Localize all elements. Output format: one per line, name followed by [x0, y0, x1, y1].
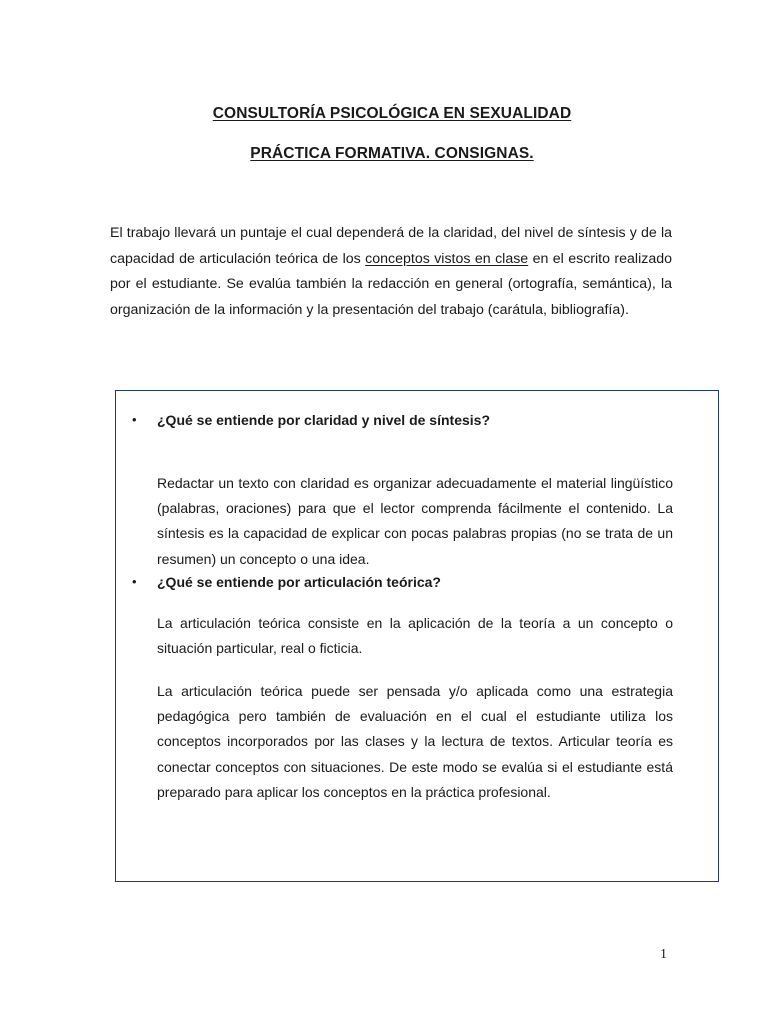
intro-text-start: El trabajo llevará un puntaje el cual dependerá de la claridad, del nivel de síntesis y de la capacidad de articulación teórica de los — [110, 225, 672, 267]
answer-paragraph: La articulación teórica consiste en la aplicación de la teoría a un concepto o situación particular, real o ficticia. — [157, 615, 673, 657]
document-title: CONSULTORÍA PSICOLÓGICA EN SEXUALIDAD — [212, 105, 572, 122]
answer-paragraph: La articulación teórica puede ser pensada y/o aplicada como una estrategia pedagógica pero también de evaluación en el cual el estudiante utiliza los conceptos incorporados por las clases y la lectura de textos. Articular teoría es conectar conceptos con situaciones. De este modo se evalúa si el estudiante está preparado para aplicar los conceptos en la práctica profesional. — [157, 683, 673, 800]
answer-paragraph: Redactar un texto con claridad es organizar adecuadamente el material lingüístico (palabras, oraciones) para que el lector comprenda fácilmente el contenido. La síntesis es la capacidad de explicar con pocas palabras propias (no se trata de un resumen) un concepto o una idea. — [157, 475, 673, 567]
intro-paragraph — [110, 221, 672, 323]
document-subtitle: PRÁCTICA FORMATIVA. CONSIGNAS. — [250, 145, 534, 162]
bullet-icon: • — [132, 574, 137, 589]
intro-underlined-text: conceptos vistos en clase — [365, 250, 529, 267]
question-heading: ¿Qué se entiende por claridad y nivel de síntesis? — [157, 412, 490, 428]
intro-text-end: en el escrito realizado por el estudiante. Se evalúa también la redacción en general (ortografía, semántica), la organización de la información y la presentación del trabajo (carátula, bibliografía). — [110, 250, 672, 318]
instructions-box — [115, 390, 719, 882]
page-number: 1 — [660, 947, 667, 962]
question-heading: ¿Qué se entiende por articulación teórica? — [157, 574, 441, 590]
bullet-icon: • — [132, 412, 137, 427]
